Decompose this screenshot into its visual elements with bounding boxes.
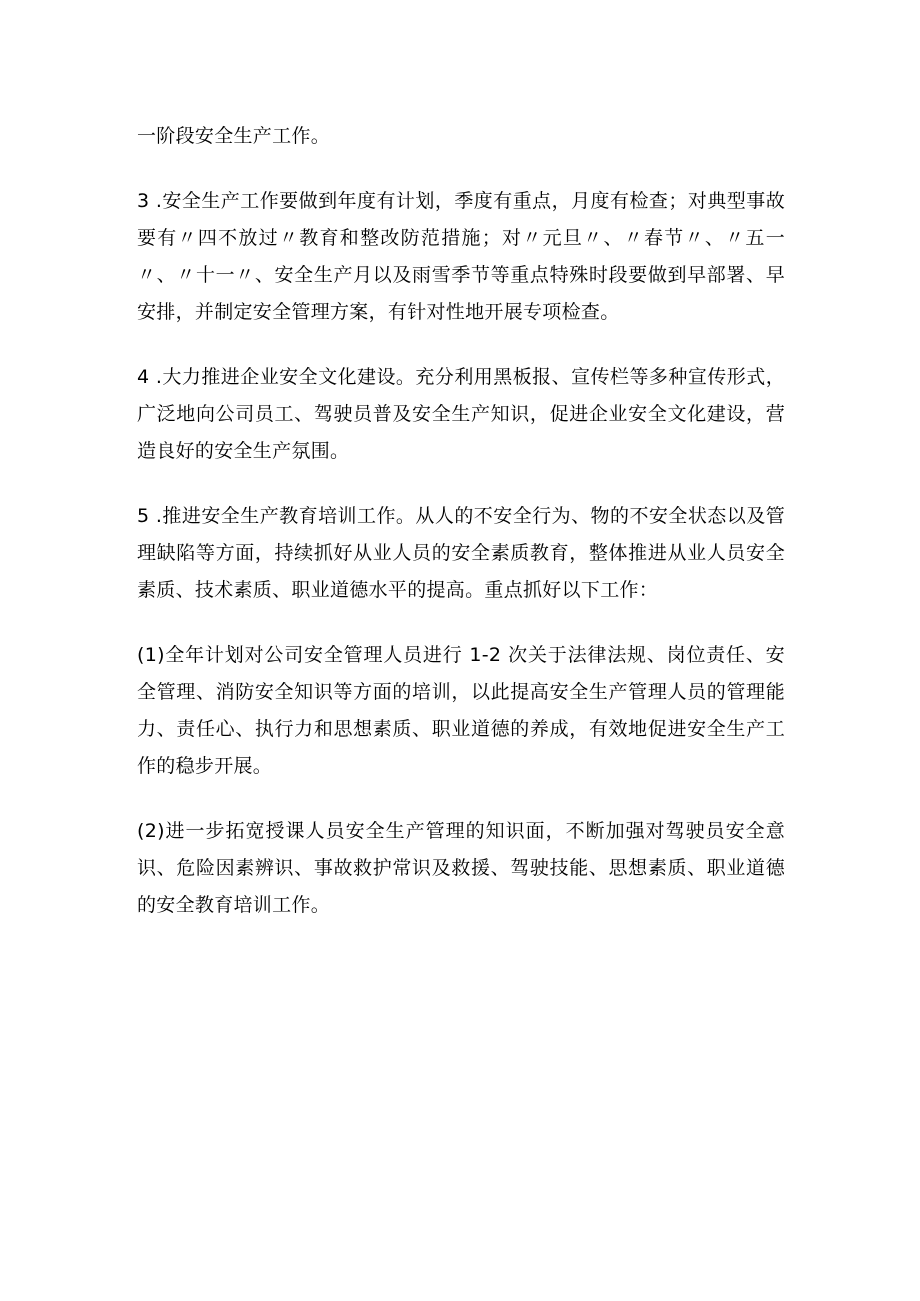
paragraph-item-5: 5 .推进安全生产教育培训工作。从人的不安全行为、物的不安全状态以及管理缺陷等方面，持续抓好从业人员的安全素质教育，整体推进从业人员安全素质、技术素质、职业道德水平的提高。重点抓好以下工作： [137,505,785,601]
paragraph-item-4: 4 .大力推进企业安全文化建设。充分利用黑板报、宣传栏等多种宣传形式，广泛地向公司员工、驾驶员普及安全生产知识，促进企业安全文化建设，营造良好的安全生产氛围。 [137,366,785,462]
document-body [137,118,785,952]
paragraph-item-3: 3 .安全生产工作要做到年度有计划，季度有重点，月度有检查；对典型事故要有〃四不放过〃教育和整改防范措施；对〃元旦〃、〃春节〃、〃五一〃、〃十一〃、安全生产月以及雨雪季节等重点特殊时段要做到早部署、早安排，并制定安全管理方案，有针对性地开展专项检查。 [137,190,785,323]
paragraph-continuation: 一阶段安全生产工作。 [137,125,331,147]
paragraph-subitem-1: (1)全年计划对公司安全管理人员进行 1-2 次关于法律法规、岗位责任、安全管理、消防安全知识等方面的培训，以此提高安全生产管理人员的管理能力、责任心、执行力和思想素质、职业道德的养成，有效地促进安全生产工作的稳步开展。 [137,644,785,777]
paragraph-subitem-2: (2)进一步拓宽授课人员安全生产管理的知识面，不断加强对驾驶员安全意识、危险因素辨识、事故救护常识及救援、驾驶技能、思想素质、职业道德的安全教育培训工作。 [137,820,785,916]
